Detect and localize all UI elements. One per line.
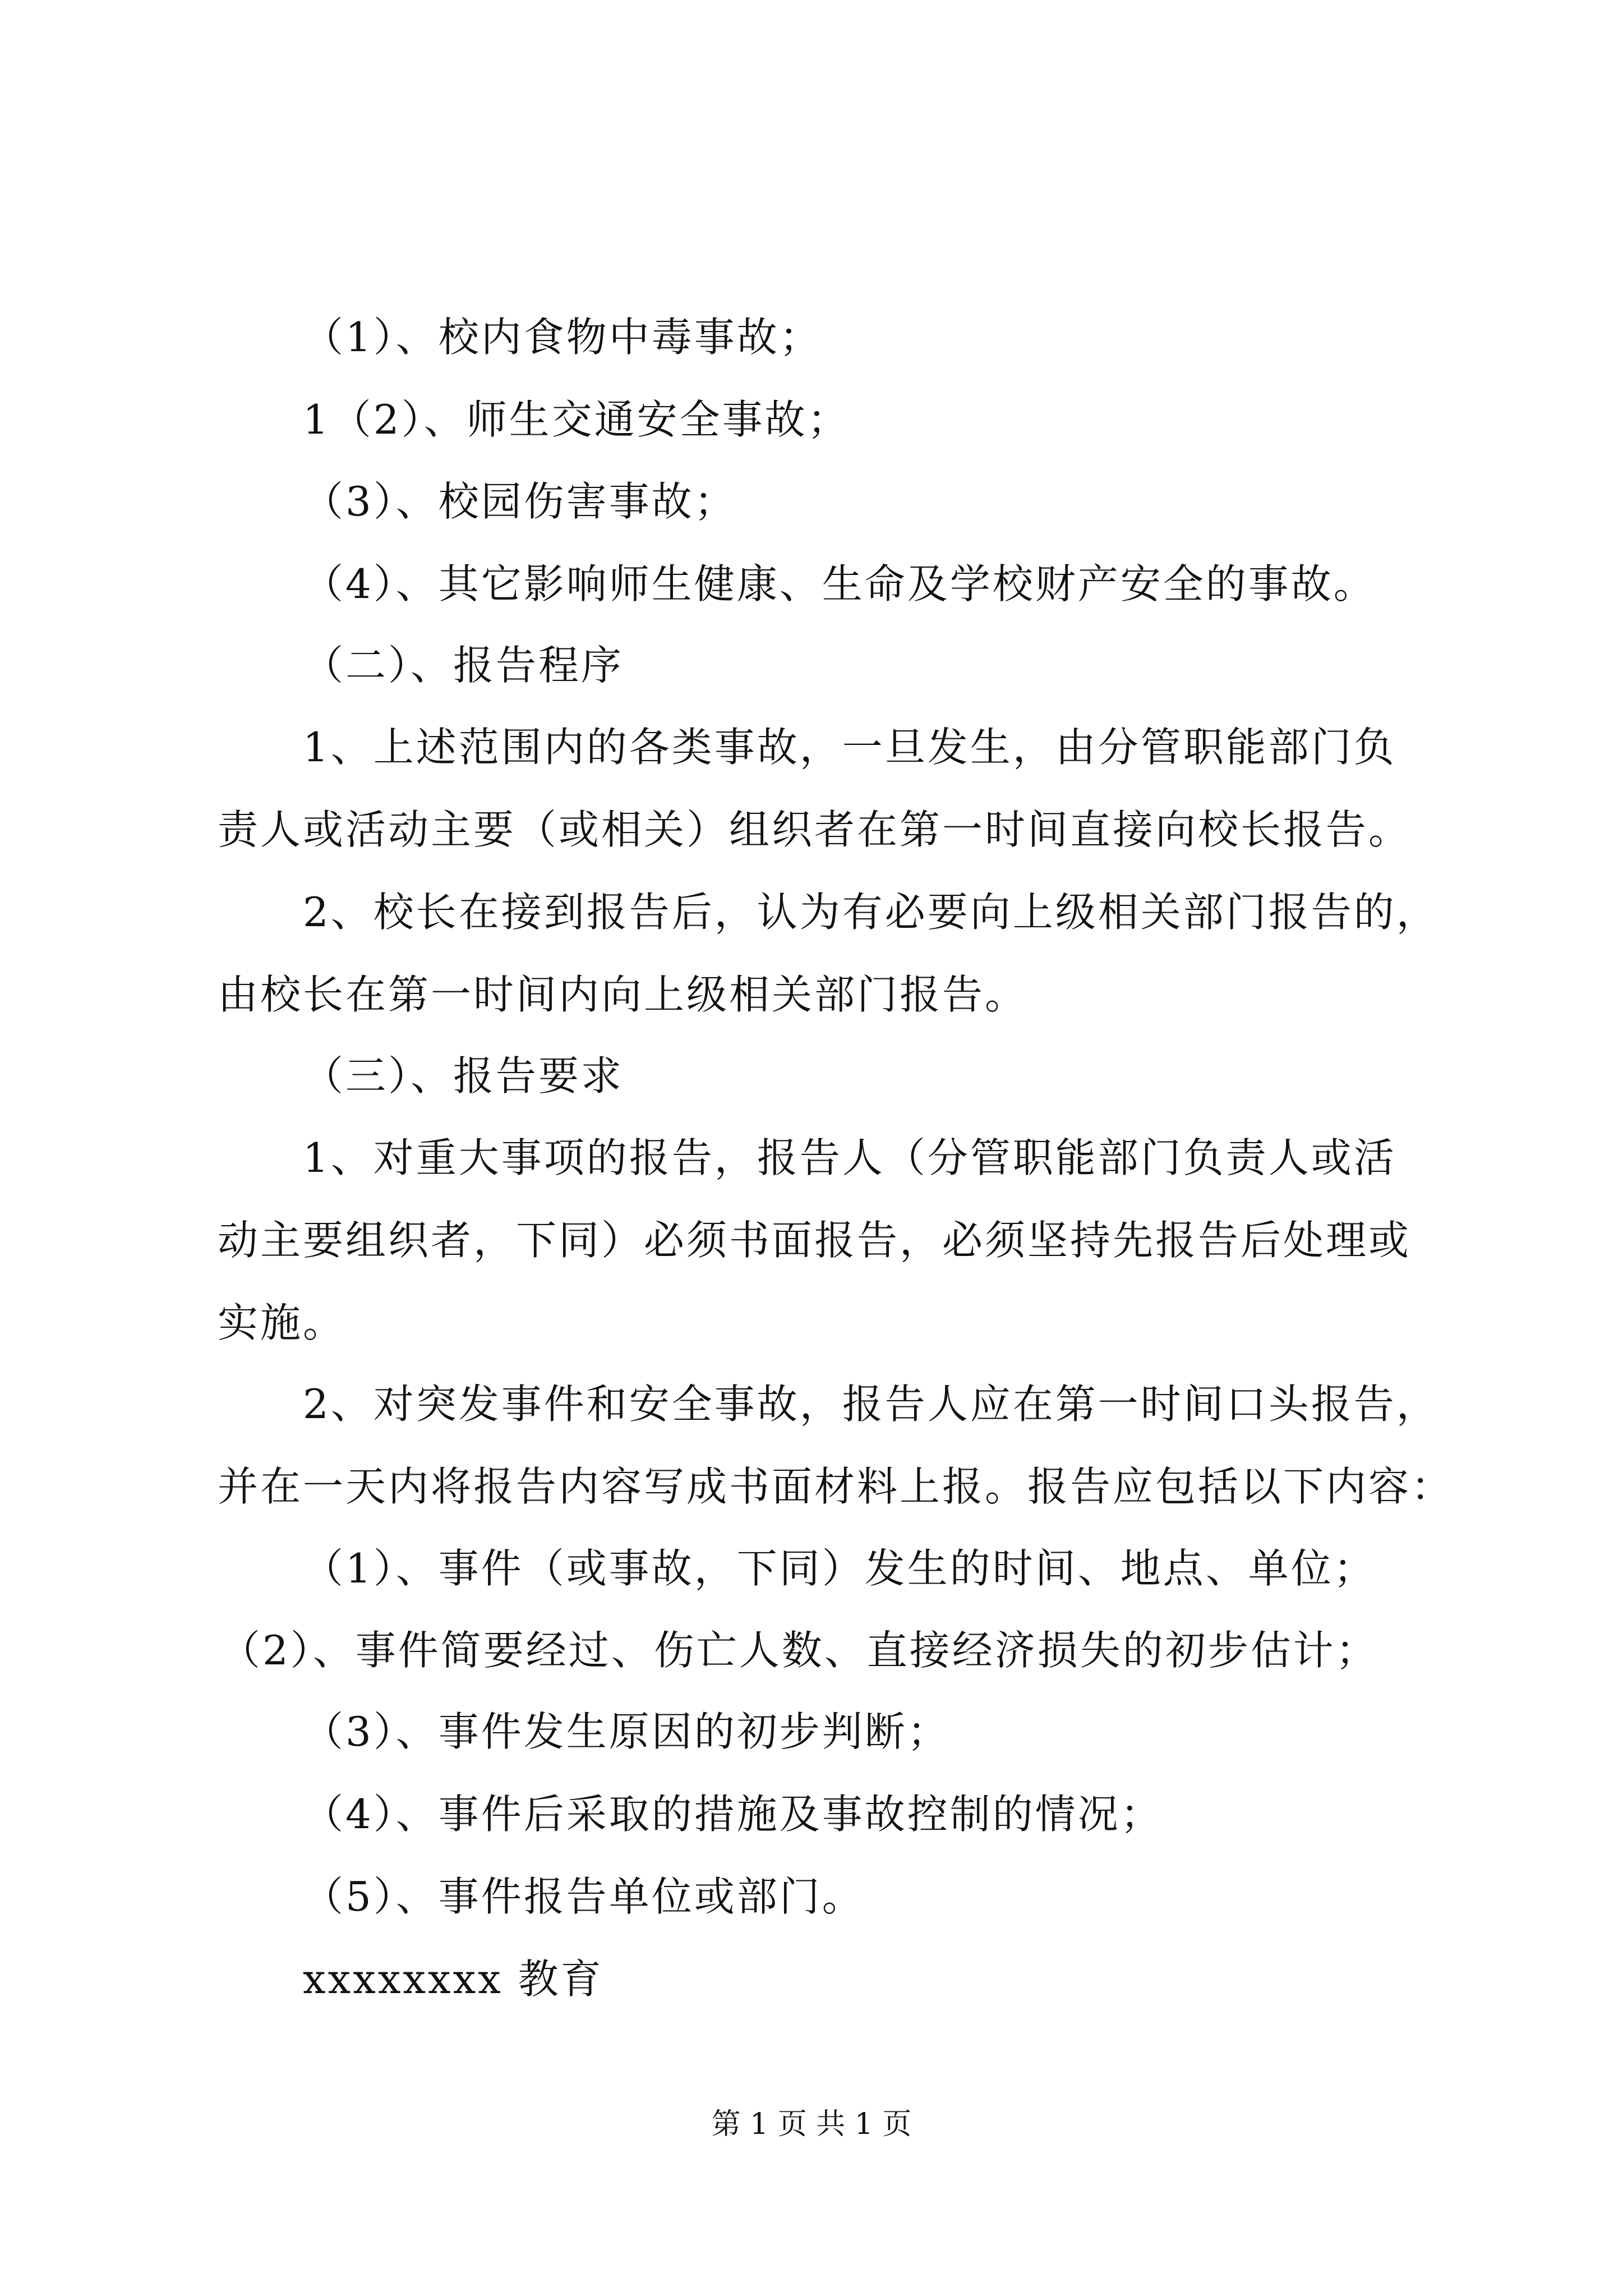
content-item: （2）、事件简要经过、伤亡人数、直接经济损失的初步估计； (220, 1627, 1378, 1674)
page-number-footer: 第 1 页 共 1 页 (711, 2108, 912, 2141)
paragraph-line: 责人或活动主要（或相关）组织者在第一时间直接向校长报告。 (218, 806, 1412, 853)
paragraph-line: 实施。 (218, 1299, 346, 1346)
content-item: （3）、事件发生原因的初步判断； (303, 1708, 950, 1755)
section-heading-report-requirements: （三）、报告要求 (303, 1052, 624, 1099)
section-heading-report-procedure: （二）、报告程序 (303, 642, 624, 689)
paragraph-line: 1、上述范围内的各类事故，一旦发生，由分管职能部门负 (303, 724, 1396, 771)
paragraph-line: 由校长在第一时间内向上级相关部门报告。 (218, 971, 1028, 1018)
content-item: （5）、事件报告单位或部门。 (303, 1873, 865, 1920)
item-campus-injury: （3）、校园伤害事故； (303, 478, 737, 525)
paragraph-line: 动主要组织者，下同）必须书面报告，必须坚持先报告后处理或 (218, 1217, 1412, 1264)
content-item: （4）、事件后采取的措施及事故控制的情况； (303, 1791, 1163, 1838)
paragraph-line: 并在一天内将报告内容写成书面材料上报。报告应包括以下内容： (218, 1463, 1454, 1510)
paragraph-line: 2、校长在接到报告后，认为有必要向上级相关部门报告的， (303, 889, 1439, 936)
item-food-poisoning: （1）、校内食物中毒事故； (303, 314, 822, 361)
paragraph-line: 2、对突发事件和安全事故，报告人应在第一时间口头报告， (303, 1381, 1439, 1428)
item-other-accidents: （4）、其它影响师生健康、生命及学校财产安全的事故。 (303, 560, 1376, 608)
item-traffic-accident: 1（2）、师生交通安全事故； (303, 396, 850, 443)
signature-organization: xxxxxxxx 教育 (303, 1955, 603, 2003)
content-item: （1）、事件（或事故，下同）发生的时间、地点、单位； (303, 1545, 1376, 1592)
paragraph-line: 1、对重大事项的报告，报告人（分管职能部门负责人或活 (303, 1134, 1396, 1181)
